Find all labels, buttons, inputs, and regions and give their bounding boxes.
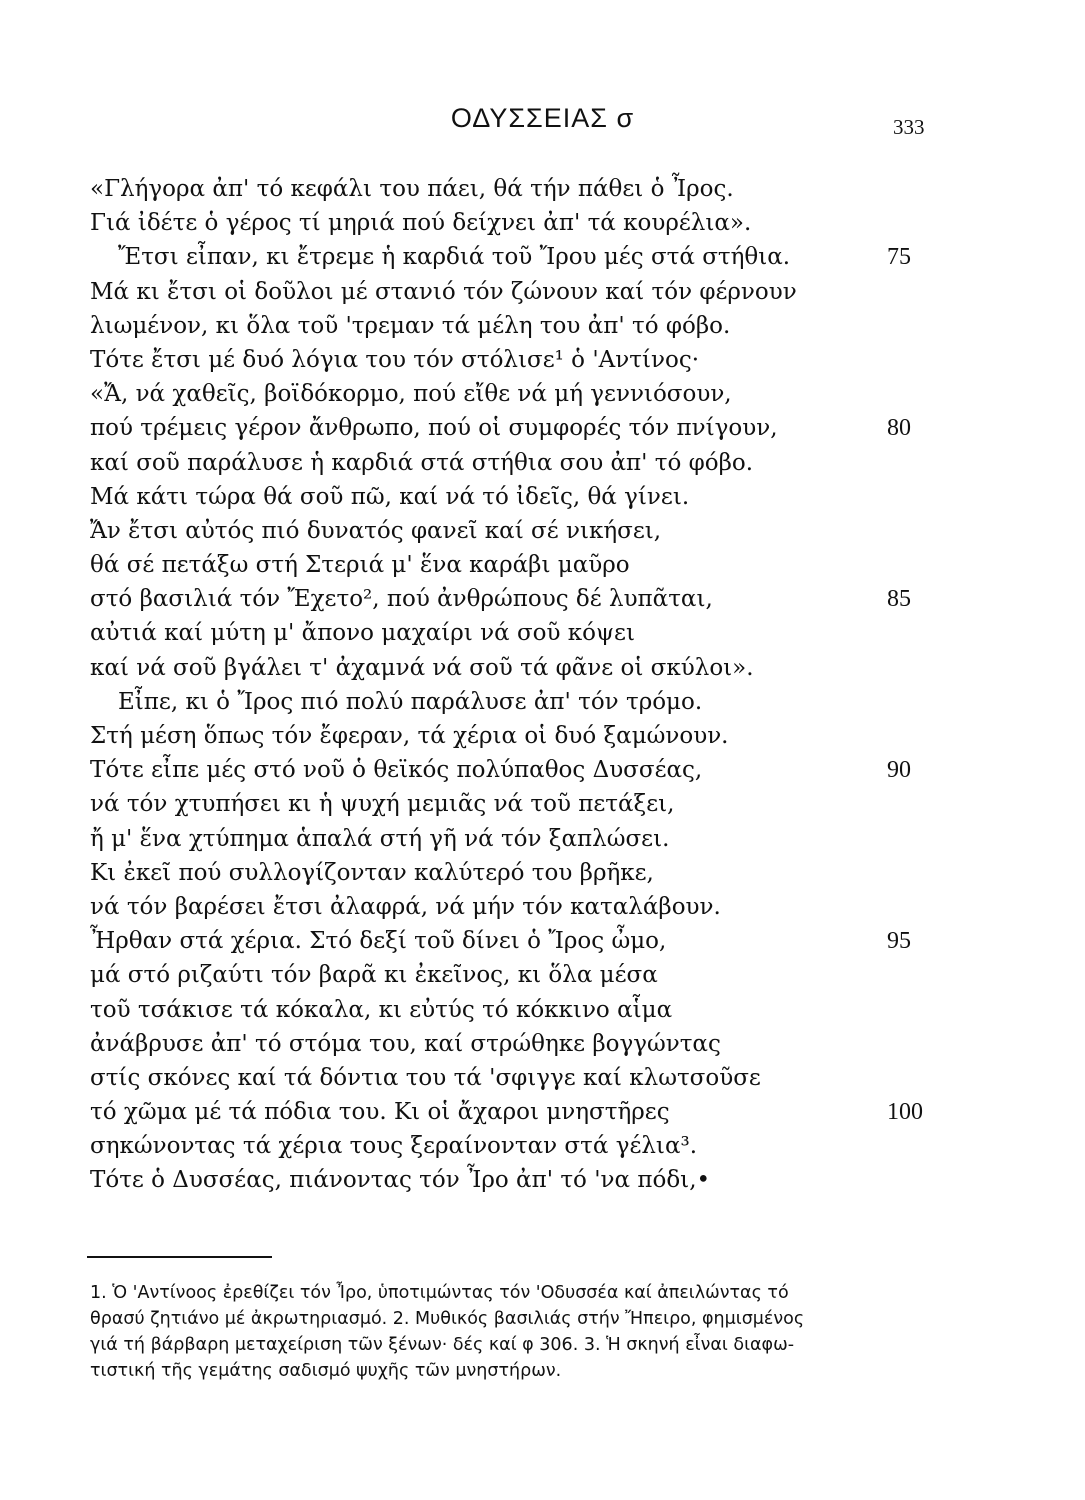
verse-line — [72, 514, 932, 548]
verse-line — [72, 1095, 932, 1129]
verse-line — [72, 890, 932, 924]
verse-text: Ἄν ἔτσι αὐτός πιό δυνατός φανεῖ καί σέ νικήσει, — [90, 517, 662, 544]
verse-block — [72, 172, 932, 1198]
verse-text: Ἔτσι εἶπαν, κι ἔτρεμε ἡ καρδιά τοῦ Ἴρου μές στά στήθια. — [118, 244, 791, 271]
verse-line — [72, 616, 932, 650]
verse-text: νά τόν βαρέσει ἔτσι ἀλαφρά, νά μήν τόν καταλάβουν. — [90, 893, 721, 920]
verse-text: στίς σκόνες καί τά δόντια του τά 'σφιγγε καί κλωτσοῦσε — [90, 1064, 761, 1091]
verse-line — [72, 343, 932, 377]
verse-text: Κι ἐκεῖ πού συλλογίζονταν καλύτερό του βρῆκε, — [90, 859, 654, 886]
line-number: 85 — [887, 586, 911, 613]
verse-text: Μά κι ἔτσι οἱ δοῦλοι μέ στανιό τόν ζώνουν καί τόν φέρνουν — [90, 278, 797, 305]
verse-text: Μά κάτι τώρα θά σοῦ πῶ, καί νά τό ἰδεῖς, θά γίνει. — [90, 483, 690, 510]
footnote-line: θρασύ ζητιάνο μέ ἀκρωτηριασμό. 2. Μυθικός βασιλιάς στήν Ἤπειρο, φημισμένος — [90, 1309, 805, 1329]
verse-text: θά σέ πετάξω στή Στεριά μ' ἕνα καράβι μαῦρο — [90, 552, 630, 579]
line-number: 100 — [887, 1099, 923, 1126]
line-number: 75 — [887, 244, 911, 271]
verse-text: τό χῶμα μέ τά πόδια του. Κι οἱ ἄχαροι μνηστῆρες — [90, 1099, 670, 1126]
verse-text: σηκώνοντας τά χέρια τους ξεραίνονταν στά γέλια³. — [90, 1133, 698, 1160]
verse-text: «Ἄ, νά χαθεῖς, βοϊδόκορμο, πού εἴθε νά μή γεννιόσουν, — [90, 381, 732, 408]
line-number: 80 — [887, 415, 911, 442]
page-number: 333 — [893, 115, 925, 139]
verse-line — [72, 480, 932, 514]
verse-text: αὐτιά καί μύτη μ' ἄπονο μαχαίρι νά σοῦ κόψει — [90, 620, 635, 647]
verse-line — [72, 411, 932, 445]
running-title: ΟΔΥΣΣΕΙΑΣ σ — [450, 103, 635, 133]
verse-text: πού τρέμεις γέρον ἄνθρωπο, πού οἱ συμφορές τόν πνίγουν, — [90, 415, 778, 442]
line-number: 90 — [887, 757, 911, 784]
footnote-line: γιά τή βάρβαρη μεταχείριση τῶν ξένων· δές καί φ 306. 3. Ἡ σκηνή εἶναι διαφω- — [90, 1335, 795, 1355]
verse-text: ἤ μ' ἕνα χτύπημα ἁπαλά στή γῆ νά τόν ξαπλώσει. — [90, 825, 670, 852]
verse-line — [72, 446, 932, 480]
verse-line — [72, 1129, 932, 1163]
verse-text: Εἶπε, κι ὁ Ἴρος πιό πολύ παράλυσε ἀπ' τόν τρόμο. — [118, 688, 703, 715]
verse-line — [72, 377, 932, 411]
footnote-line: 1. Ὁ 'Αντίνοος ἐρεθίζει τόν Ἶρο, ὑποτιμώντας τόν 'Οδυσσέα καί ἀπειλώντας τό — [90, 1283, 789, 1303]
verse-line — [72, 924, 932, 958]
verse-text: ἀνάβρυσε ἀπ' τό στόμα του, καί στρώθηκε βογγώντας — [90, 1030, 721, 1057]
verse-text: Γιά ἰδέτε ὁ γέρος τί μηριά πού δείχνει ἀπ' τά κουρέλια». — [90, 210, 752, 237]
verse-line — [72, 240, 932, 274]
verse-line — [72, 275, 932, 309]
verse-text: νά τόν χτυπήσει κι ἡ ψυχή μεμιᾶς νά τοῦ πετάξει, — [90, 791, 675, 818]
verse-line — [72, 1027, 932, 1061]
verse-line — [72, 856, 932, 890]
line-number: 95 — [887, 928, 911, 955]
verse-line — [72, 787, 932, 821]
verse-line — [72, 548, 932, 582]
verse-line — [72, 958, 932, 992]
verse-line — [72, 309, 932, 343]
verse-text: Ἦρθαν στά χέρια. Στό δεξί τοῦ δίνει ὁ Ἴρος ὦμο, — [90, 928, 667, 955]
verse-line — [72, 822, 932, 856]
verse-text: στό βασιλιά τόν Ἔχετο², πού ἀνθρώπους δέ λυπᾶται, — [90, 586, 713, 613]
verse-text: Τότε εἶπε μές στό νοῦ ὁ θεϊκός πολύπαθος Δυσσέας, — [90, 757, 703, 784]
verse-text: «Γλήγορα ἀπ' τό κεφάλι του πάει, θά τήν πάθει ὁ Ἶρος. — [90, 176, 734, 202]
verse-text: καί σοῦ παράλυσε ἡ καρδιά στά στήθια σου ἀπ' τό φόβο. — [90, 449, 754, 476]
verse-line — [72, 1061, 932, 1095]
verse-line — [72, 685, 932, 719]
footnote-line: τιστική τῆς γεμάτης σαδισμό ψυχῆς τῶν μνηστήρων. — [90, 1361, 562, 1381]
verse-text: τοῦ τσάκισε τά κόκαλα, κι εὐτύς τό κόκκινο αἷμα — [90, 996, 673, 1023]
verse-text: Τότε ὁ Δυσσέας, πιάνοντας τόν Ἶρο ἀπ' τό 'να πόδι,• — [90, 1167, 711, 1194]
verse-line — [72, 206, 932, 240]
verse-text: μά στό ριζαύτι τόν βαρᾶ κι ἐκεῖνος, κι ὅλα μέσα — [90, 962, 658, 989]
verse-text: Στή μέση ὅπως τόν ἔφεραν, τά χέρια οἱ δυό ξαμώνουν. — [90, 723, 729, 749]
verse-text: καί νά σοῦ βγάλει τ' ἀχαμνά νά σοῦ τά φᾶνε οἱ σκύλοι». — [90, 654, 754, 681]
footnote-divider — [87, 1256, 272, 1258]
verse-line — [72, 1163, 932, 1197]
footnotes — [90, 1280, 910, 1384]
verse-line — [72, 753, 932, 787]
verse-line — [72, 651, 932, 685]
verse-line — [72, 719, 932, 753]
verse-line — [72, 993, 932, 1027]
verse-line — [72, 582, 932, 616]
verse-text: Τότε ἔτσι μέ δυό λόγια του τόν στόλισε¹ ὁ 'Αντίνος· — [90, 346, 700, 373]
verse-text: λιωμένον, κι ὅλα τοῦ 'τρεμαν τά μέλη του ἀπ' τό φόβο. — [90, 312, 731, 339]
verse-line — [72, 172, 932, 206]
